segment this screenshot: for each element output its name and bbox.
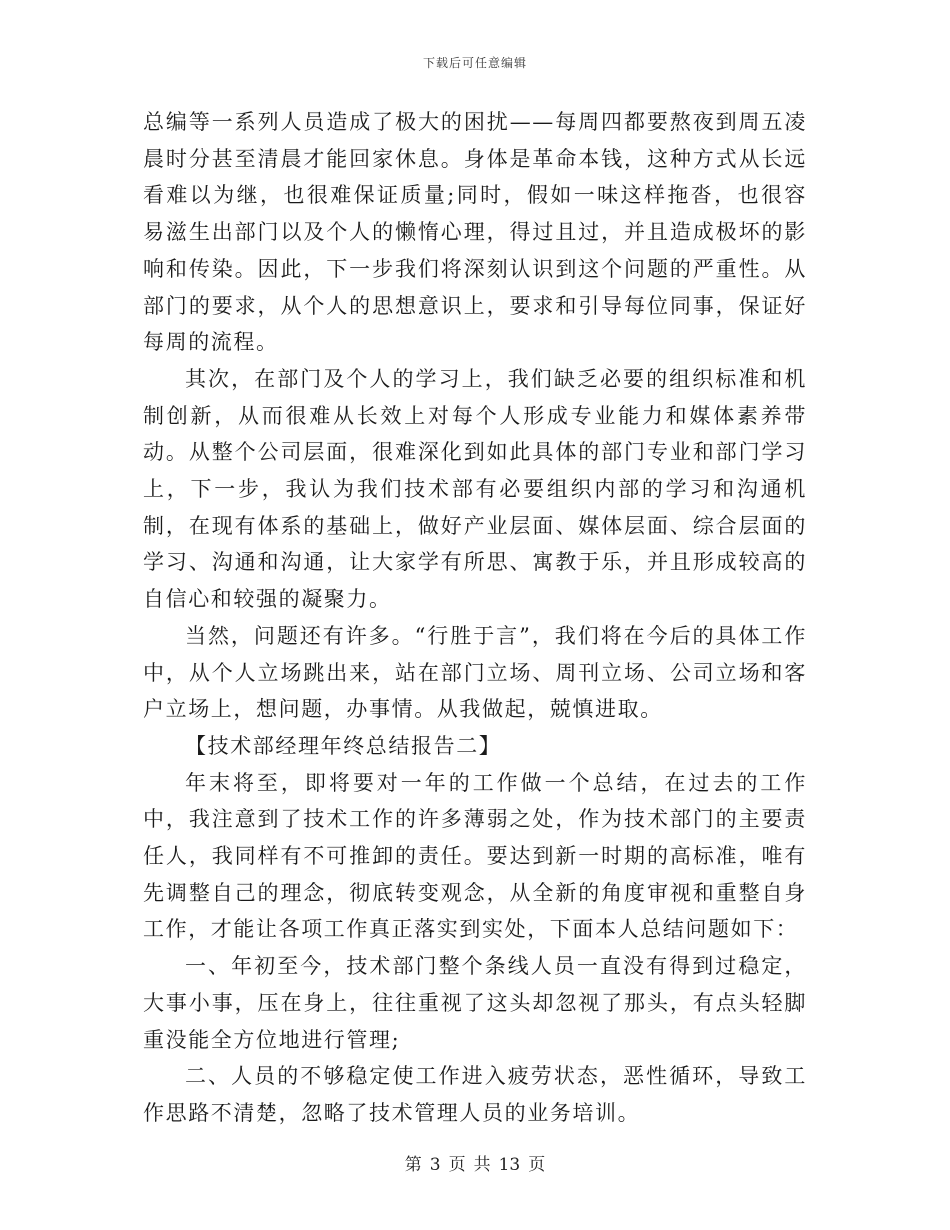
current-page-number: 3 <box>429 1155 441 1175</box>
page-header-note: 下载后可任意编辑 <box>422 56 527 70</box>
paragraph: 二、人员的不够稳定使工作进入疲劳状态，恶性循环，导致工作思路不清楚，忽略了技术管理人员的业务培训。 <box>143 1064 807 1125</box>
page-footer <box>0 1150 950 1175</box>
paragraph: 总编等一系列人员造成了极大的困扰——每周四都要熬夜到周五凌晨时分甚至清晨才能回家休息。身体是革命本钱，这种方式从长远看难以为继，也很难保证质量;同时，假如一味这样拖沓，也很容易滋生出部门以及个人的懒惰心理，得过且过，并且造成极坏的影响和传染。因此，下一步我们将深刻认识到这个问题的严重性。从部门的要求，从个人的思想意识上，要求和引导每位同事，保证好每周的流程。 <box>143 110 807 355</box>
total-pages-number: 13 <box>498 1155 521 1175</box>
paragraph: 当然，问题还有许多。“行胜于言”，我们将在今后的具体工作中，从个人立场跳出来，站在部门立场、周刊立场、公司立场和客户立场上，想问题，办事情。从我做起，兢慎进取。 <box>143 623 807 722</box>
paragraph: 其次，在部门及个人的学习上，我们缺乏必要的组织标准和机制创新，从而很难从长效上对每个人形成专业能力和媒体素养带动。从整个公司层面，很难深化到如此具体的部门专业和部门学习上，下一步，我认为我们技术部有必要组织内部的学习和沟通机制，在现有体系的基础上，做好产业层面、媒体层面、综合层面的学习、沟通和沟通，让大家学有所思、寓教于乐，并且形成较高的自信心和较强的凝聚力。 <box>143 366 807 612</box>
footer-di: 第 <box>404 1155 422 1175</box>
footer-ye: 页 <box>448 1155 466 1175</box>
paragraph: 一、年初至今，技术部门整个条线人员一直没有得到过稳定，大事小事，压在身上，往往重视了这头却忽视了那头，有点头轻脚重没能全方位地进行管理; <box>143 954 807 1052</box>
paragraph: 年末将至，即将要对一年的工作做一个总结，在过去的工作中，我注意到了技术工作的许多薄弱之处，作为技术部门的主要责任人，我同样有不可推卸的责任。要达到新一时期的高标准，唯有先调整自己的理念，彻底转变观念，从全新的角度审视和重整自身工作，才能让各项工作真正落实到实处，下面本人总结问题如下： <box>143 770 807 942</box>
footer-ye2: 页 <box>528 1155 546 1175</box>
footer-gong: 共 <box>473 1155 491 1175</box>
document-body <box>143 104 807 1132</box>
section-heading: 【技术部经理年终总结报告二】 <box>185 733 502 758</box>
